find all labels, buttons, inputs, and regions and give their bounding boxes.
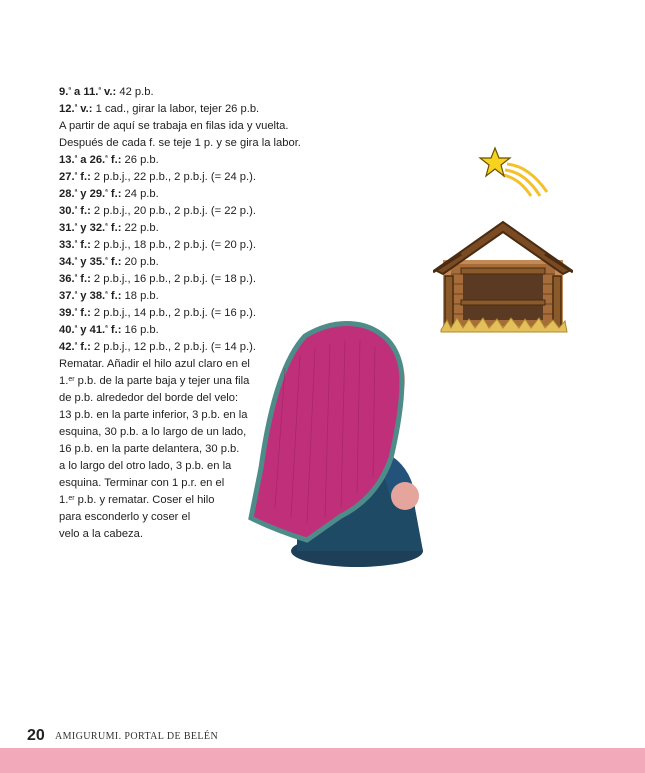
instruction-text: 2 p.b.j., 20 p.b., 2 p.b.j. (= 22 p.). [90,205,256,217]
page-footer [0,726,645,748]
instruction-text: esquina. Terminar con 1 p.r. en el [59,477,225,489]
round-label: 30.$^ª$ f.: [59,205,91,217]
instruction-text: 18 p.b. [121,290,159,302]
instruction-text: 2 p.b.j., 16 p.b., 2 p.b.j. (= 18 p.). [90,273,256,285]
instruction-line [59,101,359,118]
round-label: 31.$^ª$ y 32.$^ª$ f.: [59,222,122,234]
round-label: 28.$^ª$ y 29.$^ª$ f.: [59,188,122,200]
instruction-text: para esconderlo y coser el [59,511,191,523]
instruction-line [59,271,359,288]
round-label: 33.$^ª$ f.: [59,239,91,251]
instruction-text: 2 p.b.j., 12 p.b., 2 p.b.j. (= 14 p.). [90,341,256,353]
round-label: 27.$^ª$ f.: [59,171,91,183]
amigurumi-virgin-figure [245,308,435,570]
instruction-text: 2 p.b.j., 18 p.b., 2 p.b.j. (= 20 p.). [90,239,256,251]
instruction-text: 1.$^{er}$ p.b. de la parte baja y tejer una fila [59,375,250,387]
instruction-text: 26 p.b. [121,154,159,166]
round-label: 9.$^ª$ a 11.$^ª$ v.: [59,86,117,98]
instruction-text: velo a la cabeza. [59,528,143,540]
instruction-text: Rematar. Añadir el hilo azul claro en el [59,358,250,370]
instruction-line [59,288,359,305]
instruction-text: 22 p.b. [121,222,159,234]
round-label: 34.$^ª$ y 35.$^ª$ f.: [59,256,122,268]
round-label: 36.$^ª$ f.: [59,273,91,285]
instruction-line [59,84,359,101]
instruction-text: 1.$^{er}$ p.b. y rematar. Coser el hilo [59,494,215,506]
instruction-text: 16 p.b. en la parte delantera, 30 p.b. [59,443,240,455]
instruction-text: Después de cada f. se teje 1 p. y se gira la labor. [59,137,301,149]
instruction-line [59,186,359,203]
footer-color-band [0,748,645,773]
instruction-text: 42 p.b. [116,86,154,98]
instruction-text: 24 p.b. [121,188,159,200]
instruction-line [59,237,359,254]
shooting-star-icon [477,146,551,198]
instruction-text: 2 p.b.j., 22 p.b., 2 p.b.j. (= 24 p.). [90,171,256,183]
round-label: 42.$^ª$ f.: [59,341,91,353]
instruction-text: A partir de aquí se trabaja en filas ida y vuelta. [59,120,289,132]
instruction-line [59,220,359,237]
book-title: AMIGURUMI. PORTAL DE BELÉN [55,731,219,742]
instruction-text: 2 p.b.j., 14 p.b., 2 p.b.j. (= 16 p.). [90,307,256,319]
instruction-line [59,118,359,135]
instruction-text: esquina, 30 p.b. a lo largo de un lado, [59,426,247,438]
instruction-text: a lo largo del otro lado, 3 p.b. en la [59,460,232,472]
round-label: 12.$^ª$ v.: [59,103,93,115]
stable-icon [433,218,573,336]
page-number: 20 [27,727,45,744]
round-label: 37.$^ª$ y 38.$^ª$ f.: [59,290,122,302]
instruction-line [59,254,359,271]
instruction-line [59,169,359,186]
instruction-text: 1 cad., girar la labor, tejer 26 p.b. [92,103,260,115]
instruction-text: 13 p.b. en la parte inferior, 3 p.b. en la [59,409,248,421]
instruction-line [59,152,359,169]
instruction-text: 20 p.b. [121,256,159,268]
instruction-line [59,203,359,220]
round-label: 13.$^ª$ a 26.$^ª$ f.: [59,154,122,166]
instruction-text: 16 p.b. [121,324,159,336]
instruction-line [59,135,359,152]
round-label: 40.$^ª$ y 41.$^ª$ f.: [59,324,122,336]
round-label: 39.$^ª$ f.: [59,307,91,319]
instruction-text: de p.b. alrededor del borde del velo: [59,392,239,404]
